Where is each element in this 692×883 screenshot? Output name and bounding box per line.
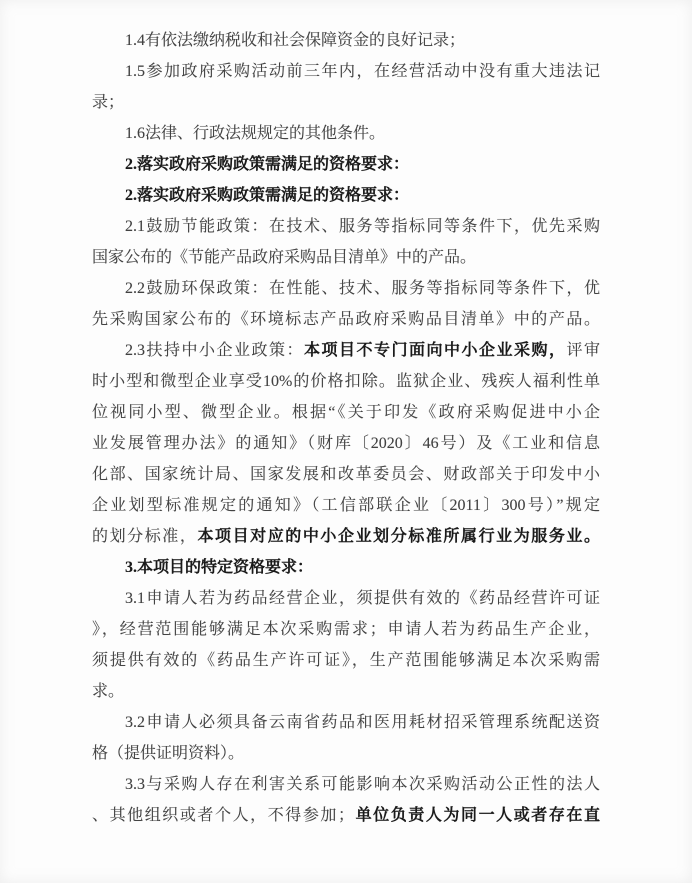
text-line <box>92 428 600 459</box>
text-segment: 化部、国家统计局、国家发展和改革委员会、财政部关于印发中小 <box>92 466 600 483</box>
text-line <box>92 800 600 831</box>
text-segment: 》，经营范围能够满足本次采购需求；申请人若为药品生产企业， <box>92 621 600 638</box>
text-segment: 3.1申请人若为药品经营企业，须提供有效的《药品经营许可证 <box>125 590 600 607</box>
text-line <box>92 583 600 614</box>
text-line <box>92 459 600 490</box>
text-line <box>92 738 600 769</box>
text-line <box>92 397 600 428</box>
text-segment: 1.6法律、行政法规规定的其他条件。 <box>125 125 386 142</box>
text-line <box>92 149 600 180</box>
text-line <box>92 211 600 242</box>
text-line <box>92 56 600 87</box>
text-segment: 求。 <box>92 683 125 700</box>
text-line <box>92 180 600 211</box>
text-segment: 时小型和微型企业享受10%的价格扣除。监狱企业、残疾人福利性单 <box>92 373 600 390</box>
bold-text-segment: 2.落实政府采购政策需满足的资格要求： <box>125 156 410 173</box>
text-segment: 、其他组织或者个人，不得参加； <box>92 807 354 824</box>
bold-text-segment: 单位负责人为同一人或者存在直 <box>354 807 600 824</box>
text-line <box>92 366 600 397</box>
text-line <box>92 676 600 707</box>
text-line <box>92 707 600 738</box>
text-line <box>92 304 600 335</box>
text-line <box>92 614 600 645</box>
text-segment: 1.5参加政府采购活动前三年内，在经营活动中没有重大违法记 <box>125 63 600 80</box>
bold-text-segment: 2.落实政府采购政策需满足的资格要求： <box>125 187 410 204</box>
text-segment: 须提供有效的《药品生产许可证》，生产范围能够满足本次采购需 <box>92 652 600 669</box>
text-segment: 的划分标准， <box>92 528 198 545</box>
text-segment: 业发展管理办法》的通知》（财库〔2020〕46号）及《工业和信息 <box>92 435 600 452</box>
text-line <box>92 645 600 676</box>
text-segment: 格（提供证明资料）。 <box>92 745 245 762</box>
text-segment: 2.3扶持中小企业政策： <box>125 342 304 359</box>
text-segment: 3.3与采购人存在利害关系可能影响本次采购活动公正性的法人 <box>125 776 600 793</box>
text-line <box>92 25 600 56</box>
text-segment: 录； <box>92 94 125 111</box>
text-segment: 2.1鼓励节能政策：在技术、服务等指标同等条件下，优先采购 <box>125 218 600 235</box>
text-line <box>92 335 600 366</box>
text-segment: 国家公布的《节能产品政府采购品目清单》中的产品。 <box>92 249 477 266</box>
bold-text-segment: 本项目不专门面向中小企业采购， <box>303 342 567 359</box>
text-line <box>92 552 600 583</box>
text-line <box>92 118 600 149</box>
text-segment: 1.4有依法缴纳税收和社会保障资金的良好记录； <box>125 32 466 49</box>
text-segment: 3.2申请人必须具备云南省药品和医用耗材招采管理系统配送资 <box>125 714 600 731</box>
bold-text-segment: 3.本项目的特定资格要求： <box>125 559 314 576</box>
text-line <box>92 242 600 273</box>
text-segment: 企业划型标准规定的通知》（工信部联企业〔2011〕300号）”规定 <box>92 497 600 514</box>
text-line <box>92 769 600 800</box>
bold-text-segment: 本项目对应的中小企业划分标准所属行业为服务业。 <box>197 528 600 545</box>
text-line <box>92 490 600 521</box>
document-text-block <box>92 25 600 831</box>
text-segment: 位视同小型、微型企业。根据“《关于印发《政府采购促进中小企 <box>92 404 600 421</box>
text-segment: 先采购国家公布的《环境标志产品政府采购品目清单》中的产品。 <box>92 311 600 328</box>
text-segment: 2.2鼓励环保政策：在性能、技术、服务等指标同等条件下，优 <box>125 280 600 297</box>
text-line <box>92 521 600 552</box>
text-segment: 评审 <box>566 342 600 359</box>
text-line <box>92 273 600 304</box>
text-line <box>92 87 600 118</box>
